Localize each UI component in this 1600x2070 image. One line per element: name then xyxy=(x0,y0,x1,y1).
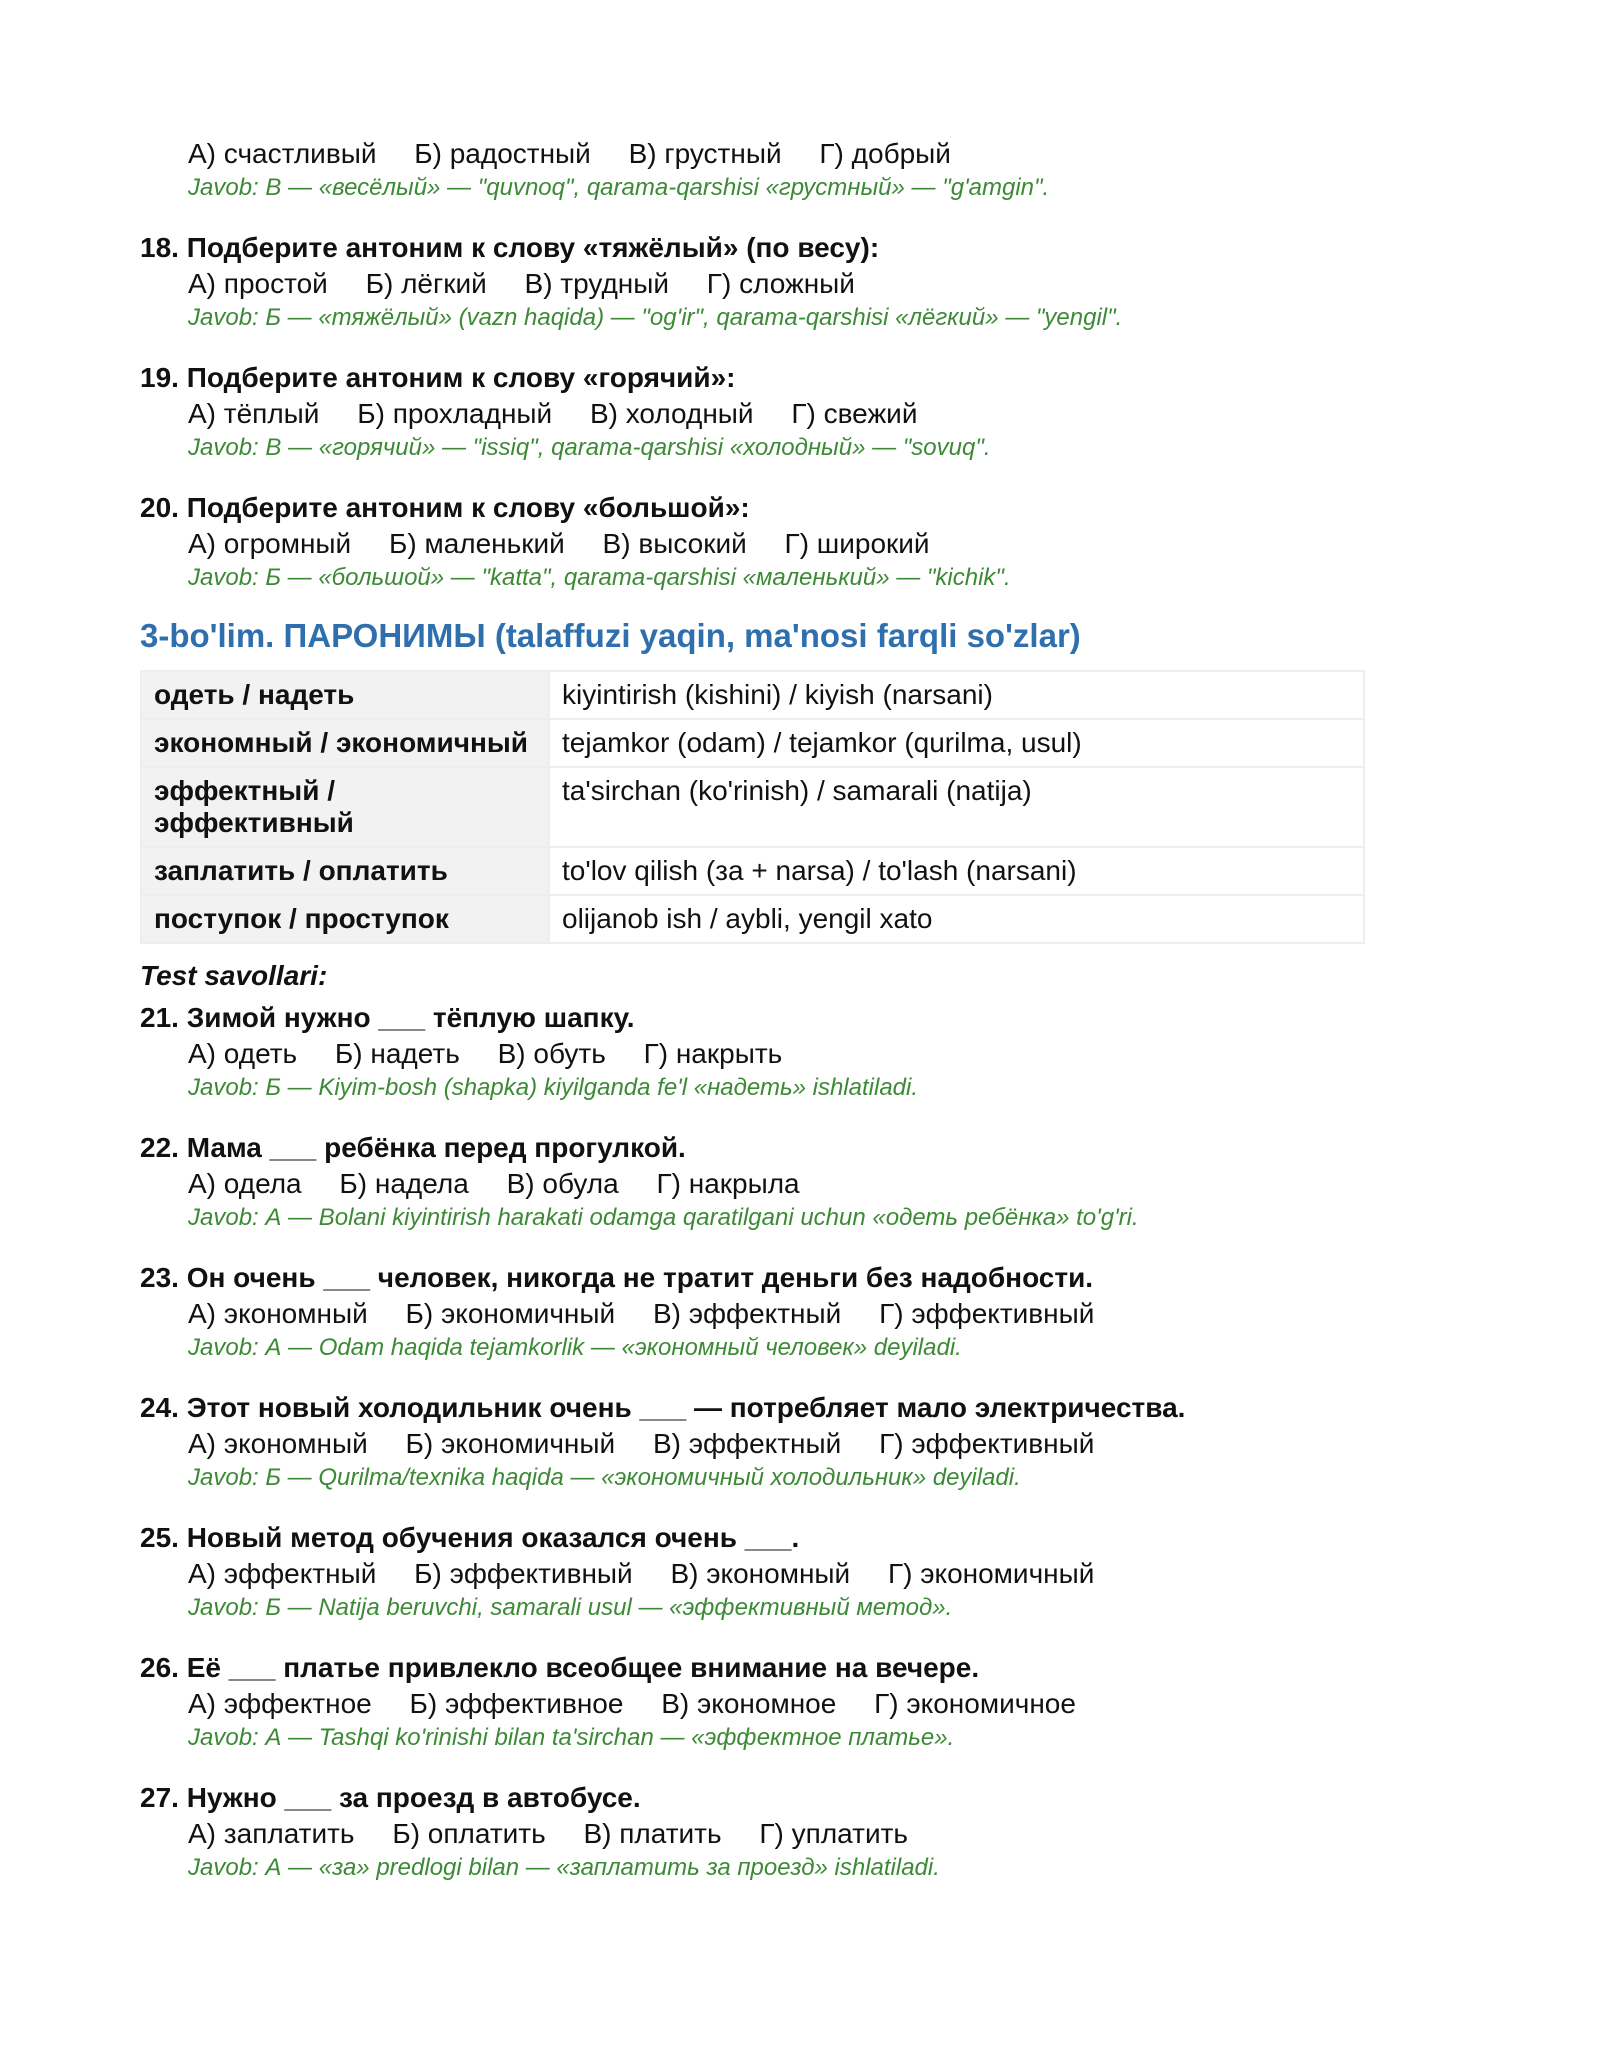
options-row xyxy=(188,396,1380,432)
option-d: Г) свежий xyxy=(791,398,918,429)
term-cell: экономный / экономичный xyxy=(141,719,549,767)
question-26 xyxy=(140,1650,1380,1754)
option-c: В) экономное xyxy=(661,1688,837,1719)
option-b: Б) экономичный xyxy=(405,1298,616,1329)
option-a: А) простой xyxy=(188,268,328,299)
option-d: Г) экономичное xyxy=(874,1688,1076,1719)
answer-text: Javob: А — «за» predlogi bilan — «заплатить за проезд» ishlatiladi. xyxy=(188,1854,940,1881)
options-row xyxy=(188,136,1380,172)
section-heading: 3-bo'lim. ПАРОНИМЫ (talaffuzi yaqin, ma'nosi farqli so'zlar) xyxy=(140,617,1081,654)
option-c: В) трудный xyxy=(524,268,670,299)
term-cell: заплатить / оплатить xyxy=(141,847,549,895)
option-d: Г) накрыть xyxy=(643,1038,783,1069)
option-a: А) экономный xyxy=(188,1298,368,1329)
term-cell: поступок / проступок xyxy=(141,895,549,943)
answer-text: Javob: А — Tashqi ko'rinishi bilan ta'sirchan — «эффектное платье». xyxy=(188,1724,955,1751)
answer-text: Javob: Б — «большой» — "katta", qarama-qarshisi «маленький» — "kichik". xyxy=(188,564,1011,591)
question-title: 27. Нужно ___ за проезд в автобусе. xyxy=(140,1782,641,1813)
option-b: Б) прохладный xyxy=(357,398,553,429)
question-title: 22. Мама ___ ребёнка перед прогулкой. xyxy=(140,1132,686,1163)
term-cell: эффектный / эффективный xyxy=(141,767,549,847)
question-21 xyxy=(140,1000,1380,1104)
option-c: В) эффектный xyxy=(652,1428,842,1459)
option-b: Б) маленький xyxy=(388,528,565,559)
question-title: 26. Её ___ платье привлекло всеобщее внимание на вечере. xyxy=(140,1652,980,1683)
option-a: А) тёплый xyxy=(188,398,320,429)
options-row xyxy=(188,1686,1380,1722)
option-c: В) обуть xyxy=(497,1038,606,1069)
answer-text: Javob: В — «горячий» — "issiq", qarama-qarshisi «холодный» — "sovuq". xyxy=(188,434,991,461)
question-23 xyxy=(140,1260,1380,1364)
answer-text: Javob: Б — Qurilma/texnika haqida — «экономичный холодильник» deyiladi. xyxy=(188,1464,1021,1491)
question-27 xyxy=(140,1780,1380,1884)
question-18 xyxy=(140,230,1380,334)
options-row xyxy=(188,526,1380,562)
option-d: Г) накрыла xyxy=(656,1168,800,1199)
options-row xyxy=(188,1296,1380,1332)
option-b: Б) надела xyxy=(339,1168,469,1199)
option-d: Г) широкий xyxy=(784,528,930,559)
table-row xyxy=(141,719,1364,767)
option-c: В) эффектный xyxy=(652,1298,842,1329)
translation-cell: to'lov qilish (за + narsa) / to'lash (narsani) xyxy=(549,847,1364,895)
option-b: Б) эффективное xyxy=(409,1688,624,1719)
option-b: Б) надеть xyxy=(334,1038,460,1069)
question-title: 19. Подберите антоним к слову «горячий»: xyxy=(140,362,736,393)
translation-cell: kiyintirish (kishini) / kiyish (narsani) xyxy=(549,671,1364,719)
option-a: А) одеть xyxy=(188,1038,298,1069)
option-c: В) грустный xyxy=(628,138,782,169)
question-title: 23. Он очень ___ человек, никогда не тратит деньги без надобности. xyxy=(140,1262,1094,1293)
table-row xyxy=(141,847,1364,895)
option-d: Г) уплатить xyxy=(759,1818,908,1849)
option-a: А) одела xyxy=(188,1168,302,1199)
question-title: 25. Новый метод обучения оказался очень ___. xyxy=(140,1522,800,1553)
term-cell: одеть / надеть xyxy=(141,671,549,719)
option-a: А) экономный xyxy=(188,1428,368,1459)
question-24 xyxy=(140,1390,1380,1494)
options-row xyxy=(188,1166,1380,1202)
table-row xyxy=(141,671,1364,719)
option-d: Г) сложный xyxy=(706,268,855,299)
options-row xyxy=(188,1036,1380,1072)
question-title: 21. Зимой нужно ___ тёплую шапку. xyxy=(140,1002,635,1033)
question-title: 20. Подберите антоним к слову «большой»: xyxy=(140,492,750,523)
translation-cell: tejamkor (odam) / tejamkor (qurilma, usul) xyxy=(549,719,1364,767)
option-a: А) эффектный xyxy=(188,1558,377,1589)
question-17-continuation xyxy=(140,136,1380,204)
translation-cell: ta'sirchan (ko'rinish) / samarali (natija) xyxy=(549,767,1364,847)
question-25 xyxy=(140,1520,1380,1624)
answer-text: Javob: Б — «тяжёлый» (vazn haqida) — "og'ir", qarama-qarshisi «лёгкий» — "yengil". xyxy=(188,304,1123,331)
table-row xyxy=(141,895,1364,943)
question-20 xyxy=(140,490,1380,594)
options-row xyxy=(188,1816,1380,1852)
option-b: Б) экономичный xyxy=(405,1428,616,1459)
options-row xyxy=(188,1426,1380,1462)
option-a: А) огромный xyxy=(188,528,352,559)
option-b: Б) лёгкий xyxy=(365,268,487,299)
answer-text: Javob: А — Bolani kiyintirish harakati odamga qaratilgani uchun «одеть ребёнка» to'g'ri. xyxy=(188,1204,1139,1231)
option-c: В) холодный xyxy=(589,398,754,429)
table-row xyxy=(141,767,1364,847)
question-19 xyxy=(140,360,1380,464)
option-c: В) экономный xyxy=(670,1558,851,1589)
option-b: Б) эффективный xyxy=(414,1558,633,1589)
option-d: Г) эффективный xyxy=(879,1298,1095,1329)
question-title: 18. Подберите антоним к слову «тяжёлый» (по весу): xyxy=(140,232,880,263)
answer-text: Javob: Б — Natija beruvchi, samarali usul — «эффективный метод». xyxy=(188,1594,953,1621)
answer-text: Javob: Б — Kiyim-bosh (shapka) kiyilganda fe'l «надеть» ishlatiladi. xyxy=(188,1074,919,1101)
options-row xyxy=(188,266,1380,302)
test-savollari-label: Test savollari: xyxy=(140,960,328,991)
option-a: А) счастливый xyxy=(188,138,377,169)
option-b: Б) оплатить xyxy=(392,1818,546,1849)
answer-text: Javob: В — «весёлый» — "quvnoq", qarama-qarshisi «грустный» — "g'amgin". xyxy=(188,174,1050,201)
answer-text: Javob: А — Odam haqida tejamkorlik — «экономный человек» deyiladi. xyxy=(188,1334,962,1361)
page-content xyxy=(140,136,1380,1884)
question-title: 24. Этот новый холодильник очень ___ — потребляет мало электричества. xyxy=(140,1392,1186,1423)
translation-cell: olijanob ish / aybli, yengil xato xyxy=(549,895,1364,943)
option-d: Г) эффективный xyxy=(879,1428,1095,1459)
option-a: А) эффектное xyxy=(188,1688,372,1719)
option-a: А) заплатить xyxy=(188,1818,355,1849)
option-c: В) платить xyxy=(583,1818,722,1849)
option-d: Г) экономичный xyxy=(887,1558,1095,1589)
paronyms-table xyxy=(140,670,1365,944)
option-c: В) высокий xyxy=(602,528,747,559)
option-d: Г) добрый xyxy=(819,138,951,169)
question-22 xyxy=(140,1130,1380,1234)
option-b: Б) радостный xyxy=(414,138,591,169)
options-row xyxy=(188,1556,1380,1592)
option-c: В) обула xyxy=(506,1168,619,1199)
